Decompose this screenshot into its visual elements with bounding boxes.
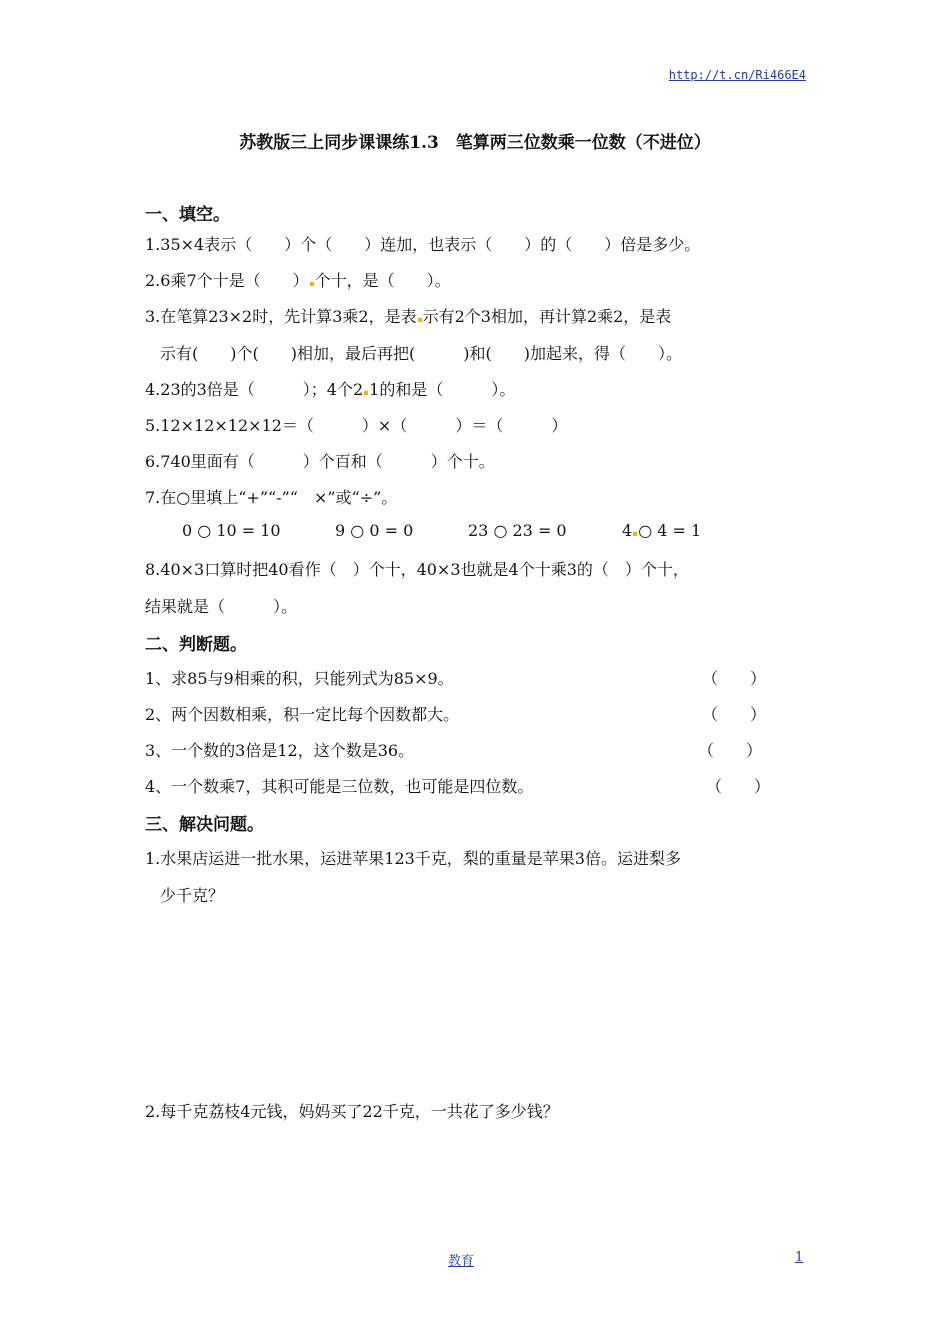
question-8-cont: 结果就是（ ）。: [145, 597, 298, 616]
judge-item-3: 3、一个数的3倍是12，这个数是36。: [145, 741, 415, 760]
question-1: 1.35×4表示（ ）个（ ）连加，也表示（ ）的（ ）倍是多少。: [145, 235, 701, 254]
judge-item-4: 4、一个数乘7，其积可能是三位数，也可能是四位数。: [145, 777, 534, 796]
equation-2: 9 ○ 0 = 0: [335, 521, 414, 540]
problem-1: 1.水果店运进一批水果，运进苹果123千克，梨的重量是苹果3倍。运进梨多: [145, 849, 681, 868]
question-3: [145, 304, 671, 327]
question-7-equations: [182, 521, 701, 540]
equation-3: 23 ○ 23 = 0: [468, 521, 567, 540]
question-2: [145, 268, 451, 291]
highlight-mark: [310, 282, 314, 286]
question-4: [145, 377, 515, 400]
judge-item-2: 2、两个因数相乘，积一定比每个因数都大。: [145, 705, 460, 724]
equation-4-part-b: ○ 4 = 1: [638, 521, 702, 540]
section-1-heading: 一、填空。: [145, 205, 230, 225]
judge-item-1: 1、求85与9相乘的积，只能列式为85×9。: [145, 669, 454, 688]
header-link[interactable]: http://t.cn/Ri466E4: [668, 68, 806, 82]
equation-1: 0 ○ 10 = 10: [182, 521, 281, 540]
section-2-heading: 二、判断题。: [145, 635, 247, 655]
question-2-part-b: 个十，是（ ）。: [314, 271, 451, 290]
question-4-part-a: 4.23的3倍是（ ）；4个2: [145, 380, 364, 399]
question-7: 7.在○里填上“+”“-”“ ×”或“÷”。: [145, 488, 398, 507]
highlight-mark: [364, 391, 368, 395]
judge-answer-2[interactable]: （ ）: [702, 705, 767, 724]
question-3-part-a: 3.在笔算23×2时，先计算3乘2，是表: [145, 307, 417, 326]
judge-answer-3[interactable]: （ ）: [698, 741, 763, 760]
page-title: 苏教版三上同步课课练1.3 笔算两三位数乘一位数（不进位）: [239, 133, 711, 153]
question-5: 5.12×12×12×12＝（ ）×（ ）＝（ ）: [145, 416, 568, 435]
equation-4-part-a: 4: [622, 521, 633, 540]
highlight-mark: [633, 532, 637, 536]
judge-answer-1[interactable]: （ ）: [702, 669, 767, 688]
problem-1-cont: 少千克？: [160, 886, 225, 905]
question-3-part-b: 示有2个3相加，再计算2乘2，是表: [422, 307, 672, 326]
question-2-part-a: 2.6乘7个十是（ ）: [145, 271, 309, 290]
judge-answer-4[interactable]: （ ）: [706, 777, 771, 796]
question-8: 8.40×3口算时把40看作（ ）个十，40×3也就是4个十乘3的（ ）个十，: [145, 560, 689, 579]
section-3-heading: 三、解决问题。: [145, 815, 264, 835]
page-number[interactable]: 1: [795, 1250, 804, 1265]
highlight-mark: [418, 318, 422, 322]
question-4-part-b: 1的和是（ ）。: [369, 380, 516, 399]
question-6: 6.740里面有（ ）个百和（ ）个十。: [145, 452, 495, 471]
problem-2: 2.每千克荔枝4元钱，妈妈买了22千克，一共花了多少钱？: [145, 1102, 559, 1121]
question-3-cont: 示有( )个( )相加，最后再把( )和( )加起来，得（ ）。: [160, 344, 682, 363]
footer-link[interactable]: 教育: [448, 1254, 475, 1269]
